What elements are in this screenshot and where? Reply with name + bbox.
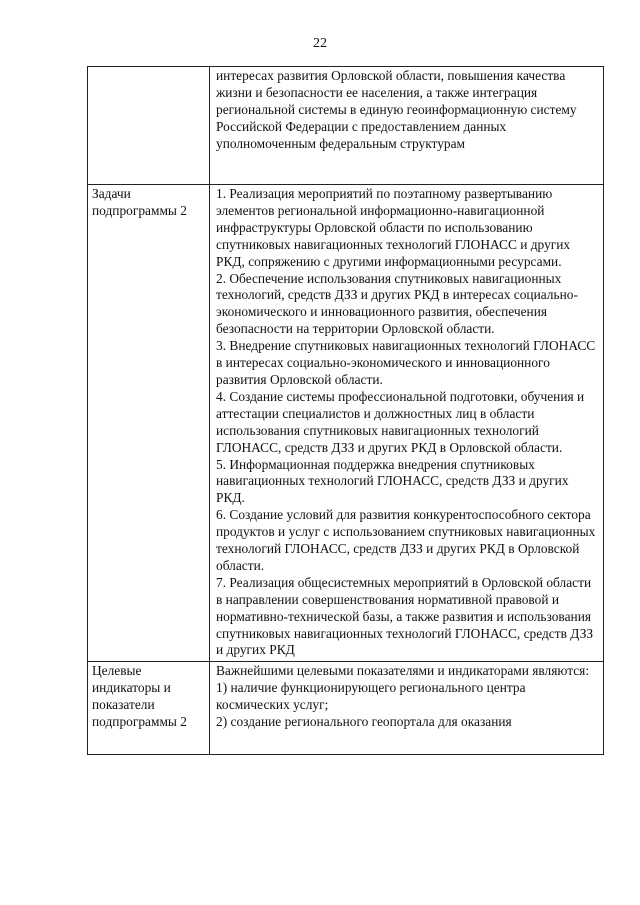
tasks-content-cell [210, 185, 604, 662]
table-row [88, 67, 604, 185]
table-row [88, 662, 604, 755]
task-item: 3. Внедрение спутниковых навигационных технологий ГЛОНАСС в интересах социально-экономического и инновационного развития Орловской области. [216, 338, 596, 387]
row-label-tasks: Задачи подпрограммы 2 [88, 185, 210, 662]
program-passport-table [87, 66, 604, 755]
row-content-cell [210, 67, 604, 185]
task-item: 1. Реализация мероприятий по поэтапному развертыванию элементов региональной информационно-навигационной инфраструктуры Орловской области по использованию спутниковых навигационных технологий ГЛОНАСС и других РКД, сопряжению с другими информационными ресурсами. [216, 186, 571, 269]
indicator-item: 1) наличие функционирующего регионального центра космических услуг; [216, 680, 526, 713]
task-item: 7. Реализация общесистемных мероприятий в Орловской области в направлении совершенствования нормативной правовой и нормативно-технической базы, а также развития и использования спутниковых навигационных технологий ГЛОНАСС, средств ДЗЗ и других РКД [216, 574, 594, 658]
indicator-intro: Важнейшими целевыми показателями и индикаторами являются: [216, 663, 590, 679]
task-item: 2. Обеспечение использования спутниковых навигационных технологий, средств ДЗЗ и других РКД в интересах социально-экономического и инновационного развития, обеспечения безопасности на территории Орловской области. [216, 270, 578, 337]
table-row [88, 185, 604, 662]
goal-continuation-text: интересах развития Орловской области, повышения качества жизни и безопасности ее населения, а также интеграция региональной системы в единую геоинформационную систему Российской Федерации с предоставлением данных уполномоченным федеральным структурам [216, 68, 577, 151]
row-label-cell [88, 67, 210, 185]
task-item: 5. Информационная поддержка внедрения спутниковых навигационных технологий ГЛОНАСС, средств ДЗЗ и других РКД. [216, 456, 569, 506]
row-label-indicators: Целевые индикаторы и показатели подпрограммы 2 [88, 662, 210, 755]
task-item: 4. Создание системы профессиональной подготовки, обучения и аттестации специалистов и должностных лиц в области использования спутниковых навигационных технологий ГЛОНАСС, средств ДЗЗ и других РКД в Орловской области. [216, 388, 585, 455]
task-item: 6. Создание условий для развития конкурентоспособного сектора продуктов и услуг с использованием спутниковых навигационных технологий ГЛОНАСС, средств ДЗЗ и других РКД в Орловской области. [216, 507, 596, 573]
indicator-item: 2) создание регионального геопортала для оказания [216, 714, 512, 730]
page-number: 22 [313, 36, 327, 51]
indicators-content-cell [210, 662, 604, 755]
